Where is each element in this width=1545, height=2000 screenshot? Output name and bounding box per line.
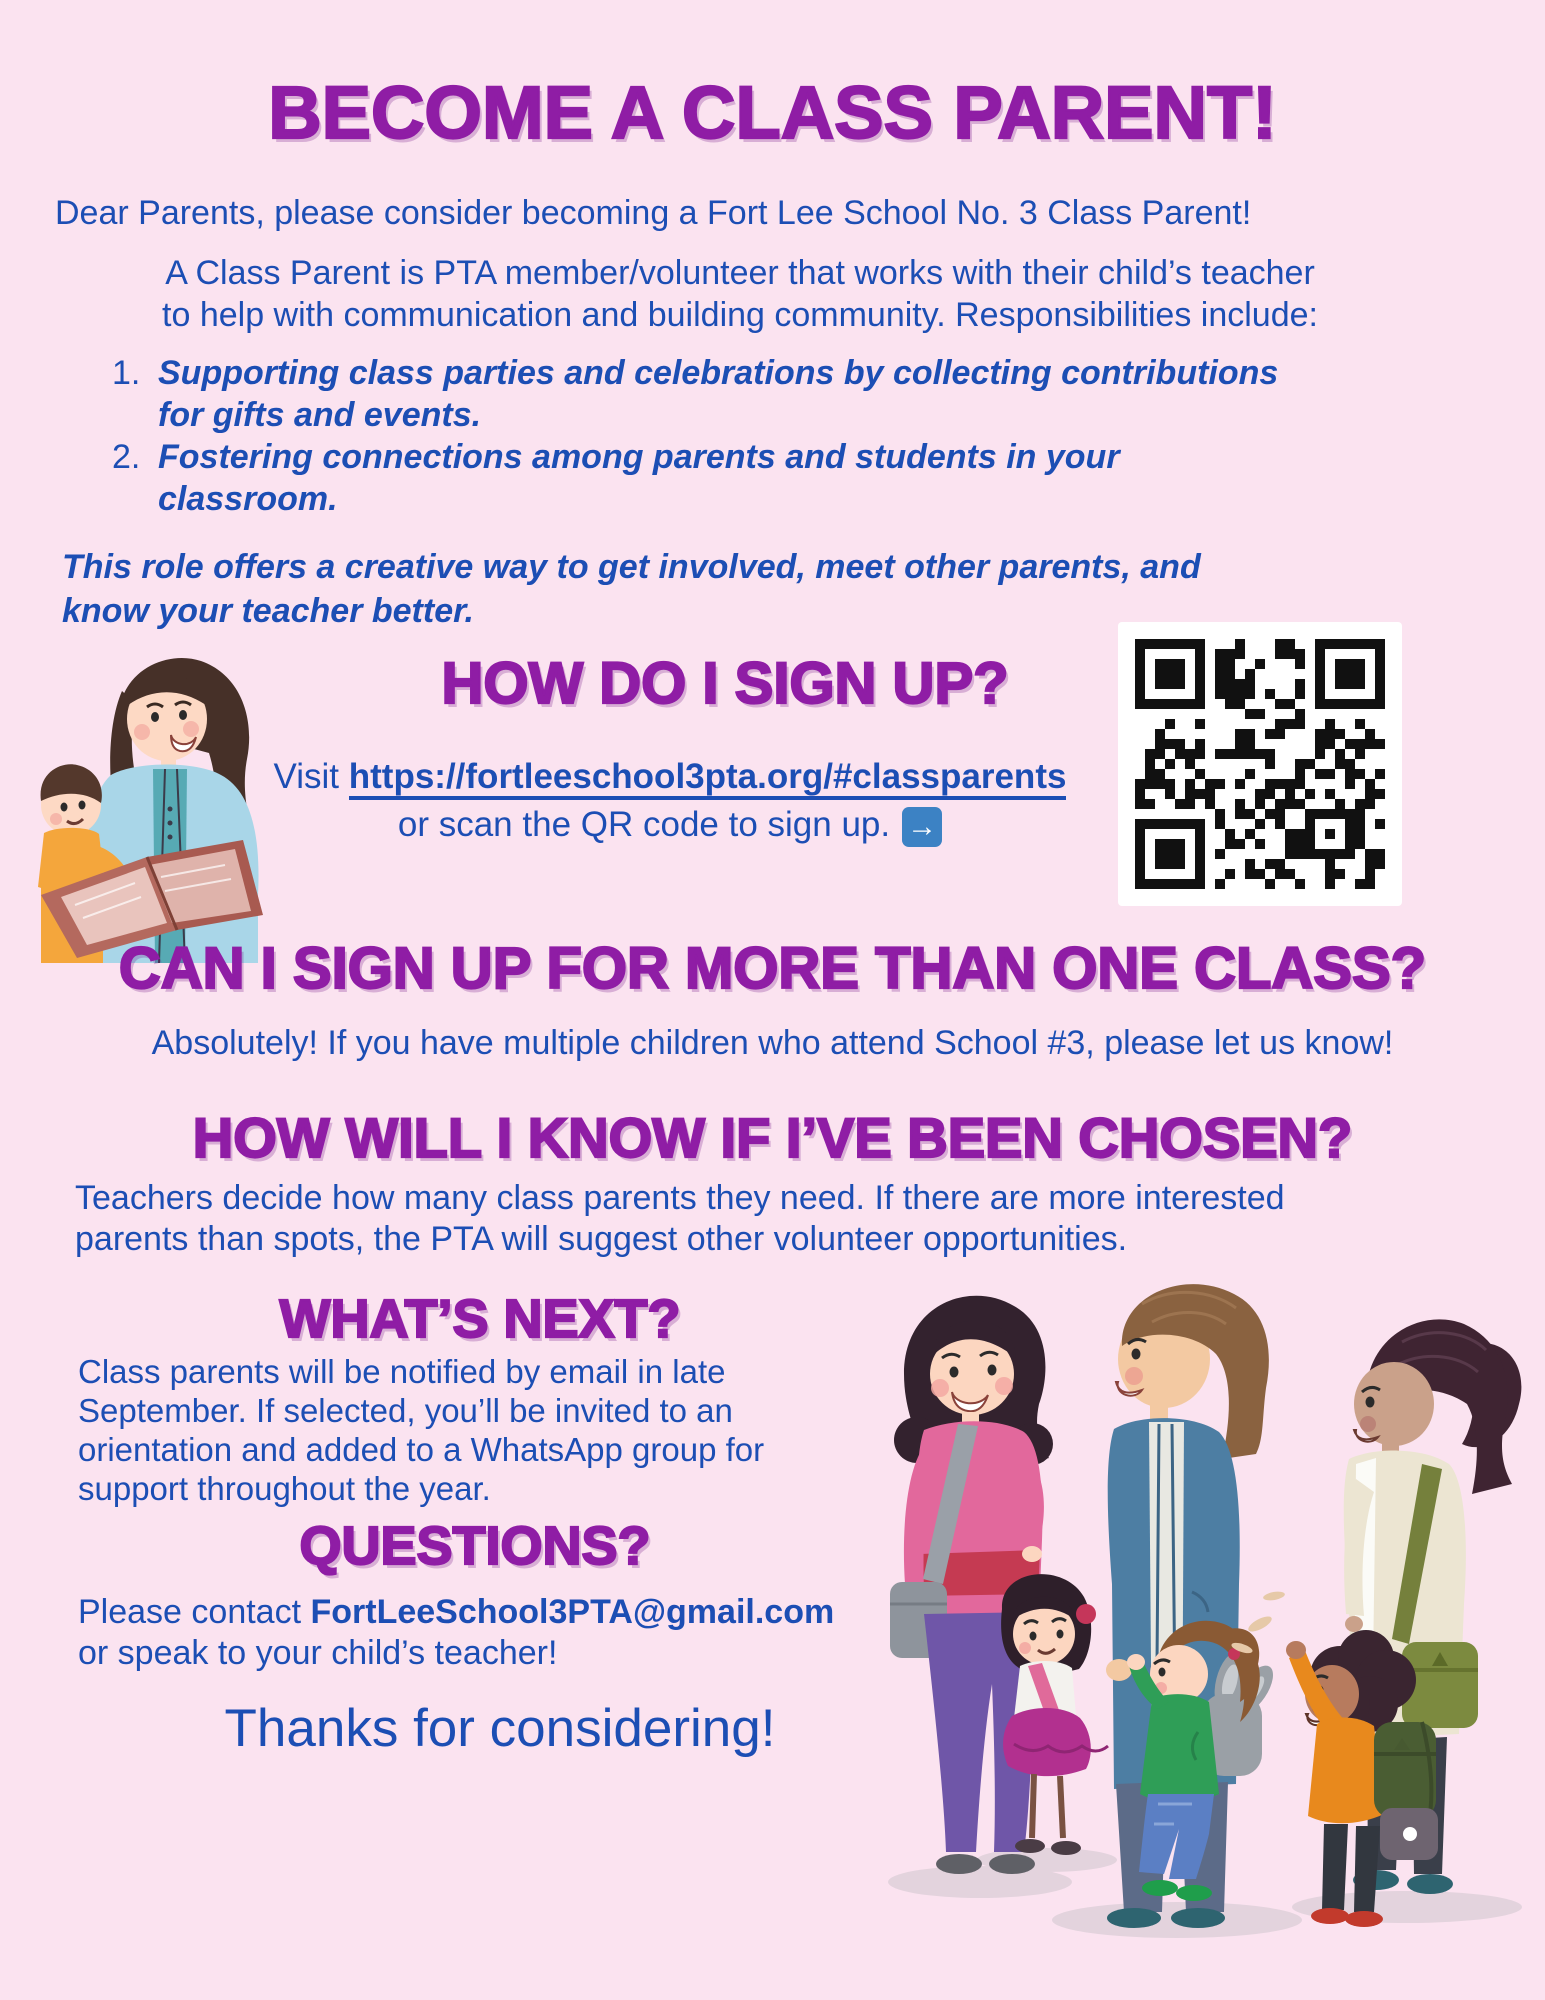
contact-prefix: Please contact: [78, 1593, 311, 1631]
questions-heading: QUESTIONS?: [299, 1516, 651, 1576]
whats-next-line: orientation and added to a WhatsApp group for: [78, 1431, 765, 1468]
list-item-line: Supporting class parties and celebrations by collecting contributions: [158, 354, 1279, 392]
intro-line: Dear Parents, please consider becoming a Fort Lee School No. 3 Class Parent!: [55, 194, 1252, 232]
list-item-number: 2.: [112, 438, 141, 476]
questions-body: [78, 1592, 834, 1674]
role-note-line1: This role offers a creative way to get involved, meet other parents, and: [62, 548, 1201, 586]
contact-suffix: or speak to your child’s teacher!: [78, 1634, 558, 1672]
signup-heading: HOW DO I SIGN UP?: [441, 651, 1009, 716]
role-note-line2: know your teacher better.: [62, 592, 474, 630]
chosen-body-line2: parents than spots, the PTA will suggest other volunteer opportunities.: [75, 1220, 1128, 1258]
more-than-one-heading: CAN I SIGN UP FOR MORE THAN ONE CLASS?: [118, 936, 1427, 1001]
page-title: BECOME A CLASS PARENT!: [268, 71, 1277, 154]
scan-text: or scan the QR code to sign up.: [397, 805, 891, 844]
signup-link[interactable]: https://fortleeschool3pta.org/#classparents: [349, 757, 1067, 800]
list-item-number: 1.: [112, 354, 141, 392]
family-group-illustration-svg: [862, 1252, 1545, 1960]
intro-paragraph: [40, 252, 1440, 336]
chosen-body: [75, 1178, 1285, 1260]
whats-next-line: September. If selected, you’ll be invited to an: [78, 1392, 733, 1429]
intro-paragraph-line2: to help with communication and building community. Responsibilities include:: [162, 296, 1318, 334]
list-item-line: for gifts and events.: [158, 396, 482, 434]
role-note: [62, 545, 1201, 633]
whats-next-heading: WHAT’S NEXT?: [279, 1289, 681, 1349]
qr-code[interactable]: [1118, 622, 1402, 906]
chosen-heading: HOW WILL I KNOW IF I’VE BEEN CHOSEN?: [192, 1106, 1353, 1169]
qr-code-svg: [1135, 639, 1385, 889]
scan-line: [180, 804, 1160, 847]
responsibilities-list: [112, 352, 1452, 520]
whats-next-line: Class parents will be notified by email in late: [78, 1353, 726, 1390]
contact-line: [78, 1592, 834, 1633]
list-item: [112, 352, 1452, 436]
visit-prefix: Visit: [273, 757, 349, 796]
intro-paragraph-line1: A Class Parent is PTA member/volunteer that works with their child’s teacher: [165, 254, 1315, 292]
family-group-illustration: [862, 1252, 1545, 1960]
arrow-icon: →: [902, 807, 942, 847]
whats-next-line: support throughout the year.: [78, 1470, 491, 1507]
list-item-text: [158, 352, 1278, 436]
whats-next-body: [78, 1352, 764, 1508]
list-item-text: [158, 436, 1120, 520]
more-than-one-body: Absolutely! If you have multiple children who attend School #3, please let us know!: [151, 1024, 1394, 1062]
chosen-body-line1: Teachers decide how many class parents they need. If there are more interested: [75, 1179, 1285, 1217]
closing-line: Thanks for considering!: [224, 1699, 776, 1758]
visit-line: [180, 756, 1160, 798]
contact-email: FortLeeSchool3PTA@gmail.com: [310, 1593, 835, 1631]
list-item-line: classroom.: [158, 480, 338, 518]
list-item-line: Fostering connections among parents and students in your: [158, 438, 1120, 476]
list-item: [112, 436, 1452, 520]
